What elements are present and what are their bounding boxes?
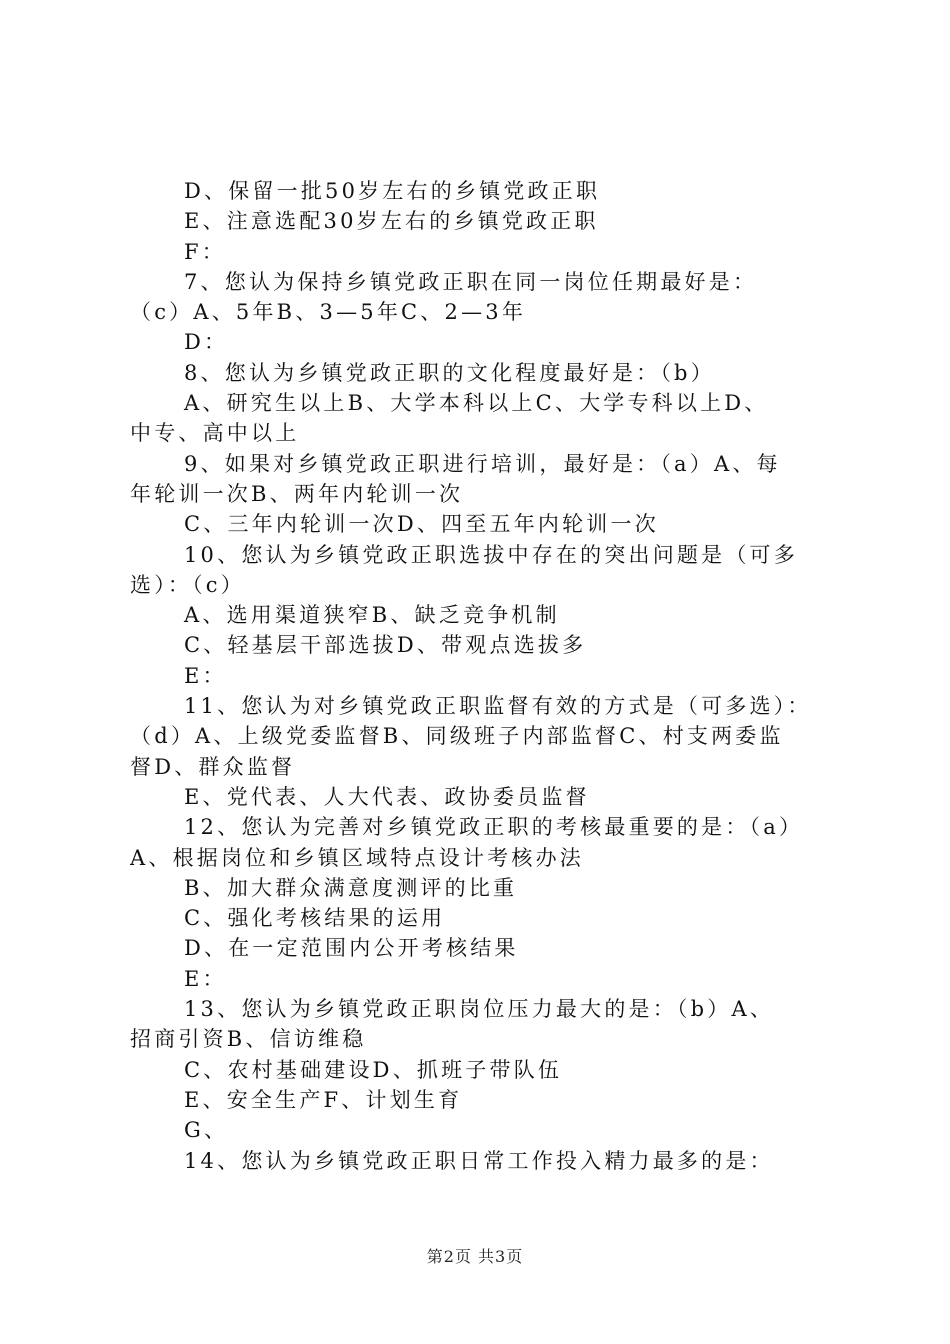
text-line: 选）：（c）	[130, 572, 245, 597]
text-line: C、三年内轮训一次D、四至五年内轮训一次	[184, 512, 659, 537]
text-line: 7、您认为保持乡镇党政正职在同一岗位任期最好是：	[184, 269, 758, 294]
text-line: A、根据岗位和乡镇区域特点设计考核办法	[130, 845, 584, 870]
text-line: C、强化考核结果的运用	[184, 906, 446, 931]
text-line: 招商引资B、信访维稳	[130, 1027, 367, 1052]
page-footer: 第2页 共3页	[426, 1247, 524, 1266]
text-line: E：	[184, 966, 227, 991]
text-line: 10、您认为乡镇党政正职选拔中存在的突出问题是（可多	[184, 542, 798, 567]
text-line: 12、您认为完善对乡镇党政正职的考核最重要的是：（a）	[184, 815, 804, 840]
text-line: 14、您认为乡镇党政正职日常工作投入精力最多的是：	[184, 1148, 774, 1173]
text-line: 督D、群众监督	[130, 754, 296, 779]
text-line: 13、您认为乡镇党政正职岗位压力最大的是：（b）A、	[184, 997, 775, 1022]
text-line: 中专、高中以上	[130, 421, 300, 446]
text-line: （d）A、上级党委监督B、同级班子内部监督C、村支两委监	[130, 724, 784, 749]
text-line: 8、您认为乡镇党政正职的文化程度最好是：（b）	[184, 360, 715, 385]
text-line: C、农村基础建设D、抓班子带队伍	[184, 1057, 563, 1082]
text-line: E：	[184, 663, 227, 688]
document-body	[130, 176, 835, 1176]
text-line: 年轮训一次B、两年内轮训一次	[130, 481, 464, 506]
text-line: B、加大群众满意度测评的比重	[184, 875, 518, 900]
text-line: A、选用渠道狭窄B、缺乏竞争机制	[184, 603, 560, 628]
text-line: 11、您认为对乡镇党政正职监督有效的方式是（可多选）：	[184, 694, 812, 719]
text-line: E、党代表、人大代表、政协委员监督	[184, 784, 590, 809]
text-line: E、安全生产F、计划生育	[184, 1087, 463, 1112]
text-line: F：	[184, 239, 226, 264]
text-line: 9、如果对乡镇党政正职进行培训，最好是：（a）A、每	[184, 451, 781, 476]
text-line: D、在一定范围内公开考核结果	[184, 936, 519, 961]
text-line: D：	[184, 330, 229, 355]
text-line: E、注意选配30岁左右的乡镇党政正职	[184, 209, 599, 234]
text-line: D、保留一批50岁左右的乡镇党政正职	[184, 179, 601, 203]
text-line: C、轻基层干部选拔D、带观点选拔多	[184, 633, 587, 658]
text-line: G、	[184, 1118, 229, 1143]
text-line: （c）A、5年B、3—5年C、2—3年	[130, 300, 527, 325]
text-line: A、研究生以上B、大学本科以上C、大学专科以上D、	[184, 391, 769, 416]
